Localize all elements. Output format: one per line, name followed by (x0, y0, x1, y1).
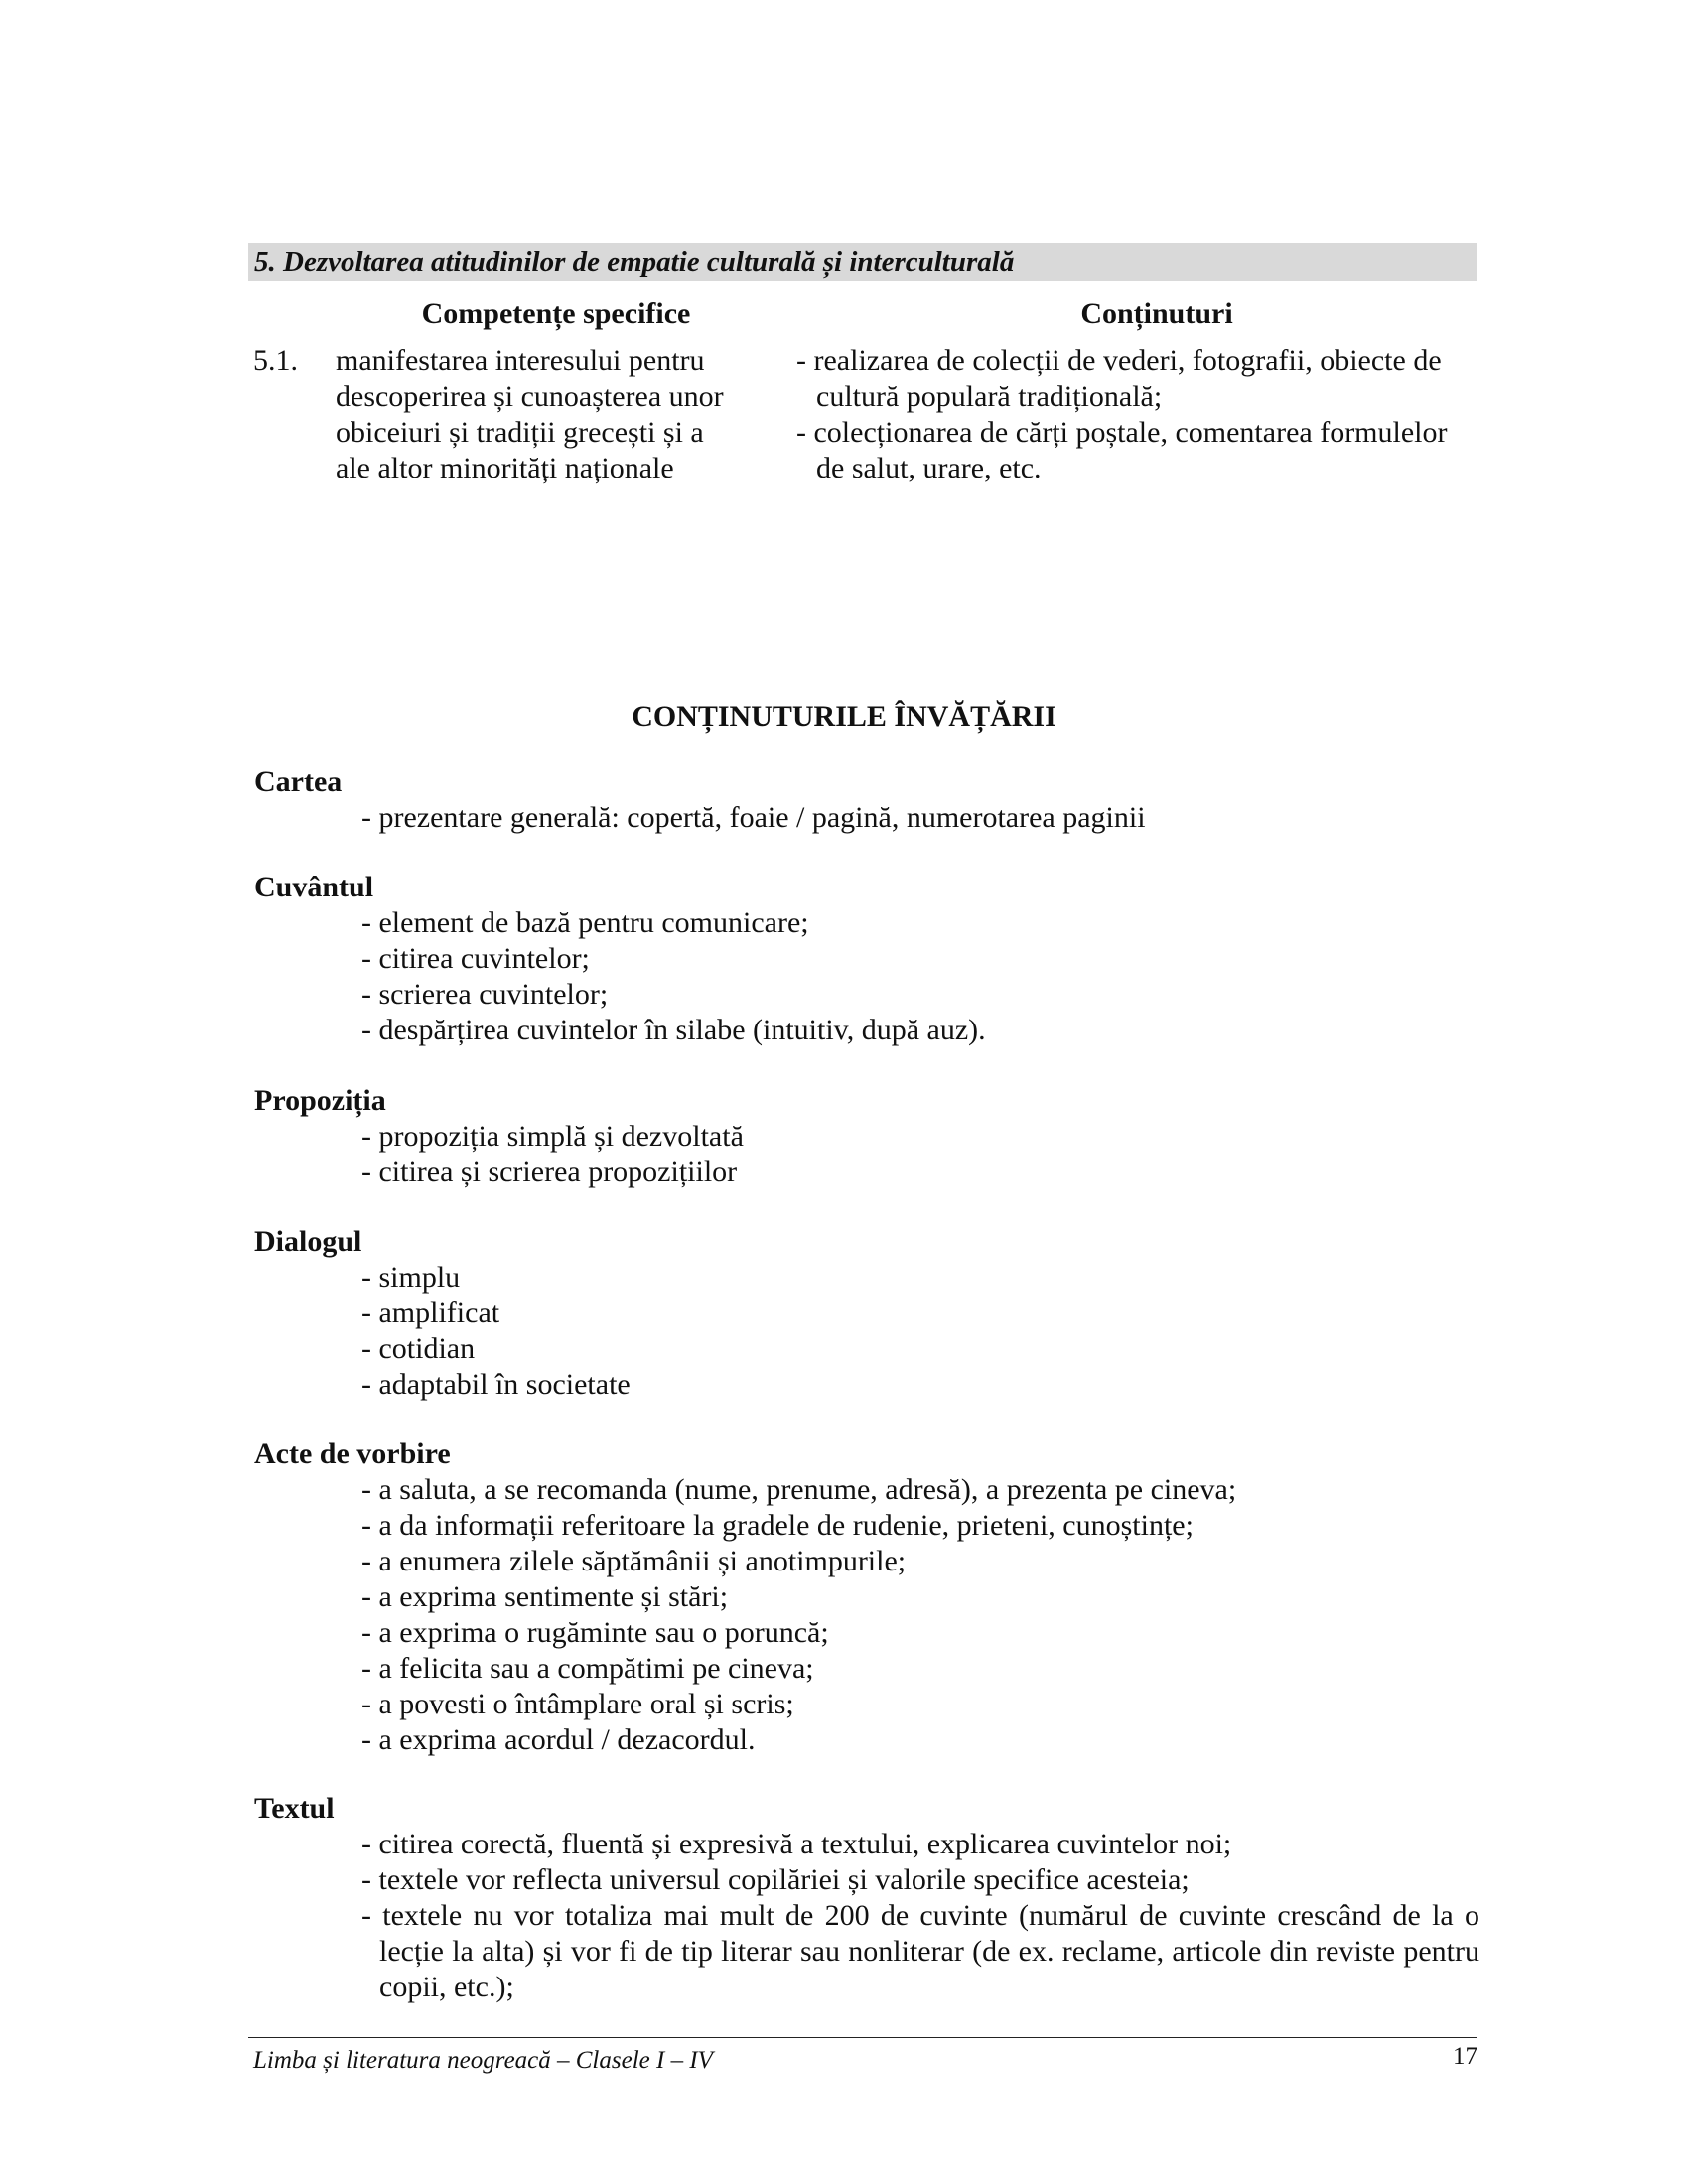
topic-acte-de-vorbire (254, 1436, 1236, 1758)
list-item: - citirea și scrierea propozițiilor (361, 1156, 738, 1188)
topic-list (254, 1472, 1236, 1758)
competences-header: Competențe specifice (421, 297, 691, 330)
list-item: - citirea corectă, fluentă și expresivă a textului, explicarea cuvintelor noi; (361, 1828, 1232, 1860)
list-item: - citirea cuvintelor; (361, 942, 590, 975)
topic-cartea (254, 764, 1146, 836)
page-title: CONȚINUTURILE ÎNVĂȚĂRII (632, 700, 1056, 733)
list-item: - a saluta, a se recomanda (nume, prenume, adresă), a prezenta pe cineva; (361, 1473, 1237, 1506)
topic-list (254, 1827, 1479, 2005)
list-item: - despărțirea cuvintelor în silabe (intuitiv, după auz). (361, 1014, 986, 1046)
contents-item: - realizarea de colecții de vederi, fotografii, obiecte de cultură populară tradițională; (796, 344, 1442, 413)
list-item: - a enumera zilele săptămânii și anotimpurile; (361, 1545, 907, 1577)
list-item: - a exprima o rugăminte sau o poruncă; (361, 1616, 829, 1649)
topic-heading: Cuvântul (254, 871, 374, 903)
list-item: - a da informații referitoare la gradele de rudenie, prieteni, cunoștințe; (361, 1509, 1194, 1542)
topic-propozitia (254, 1083, 744, 1190)
list-item: - textele vor reflecta universul copilăriei și valorile specifice acesteia; (361, 1863, 1190, 1896)
topic-heading: Acte de vorbire (254, 1437, 451, 1470)
contents-list (796, 343, 1481, 486)
list-item: - textele nu vor totaliza mai mult de 200 de cuvinte (numărul de cuvinte crescând de la o lecție la alta) și vor fi de tip literar sau nonliterar (de ex. reclame, articole din reviste pentru copii, etc.); (361, 1899, 1479, 2003)
topic-list (254, 905, 986, 1048)
list-item: - a exprima sentimente și stări; (361, 1580, 729, 1613)
footer-divider (248, 2037, 1477, 2038)
topic-list (254, 800, 1146, 836)
topic-heading: Propoziția (254, 1084, 386, 1117)
list-item: - a felicita sau a compătimi pe cineva; (361, 1652, 814, 1685)
footer-title: Limba și literatura neogreacă – Clasele I – IV (253, 2047, 713, 2074)
competence-number: 5.1. (253, 344, 298, 377)
topic-dialogul (254, 1224, 631, 1403)
list-item: - a povesti o întâmplare oral și scris; (361, 1688, 794, 1720)
topic-heading: Cartea (254, 765, 343, 798)
page-number: 17 (1453, 2043, 1477, 2070)
competence-text: manifestarea interesului pentru descoperirea și cunoașterea unor obiceiuri și tradiții grecești și a ale altor minorități naționale (336, 344, 724, 484)
topic-heading: Dialogul (254, 1225, 362, 1258)
topic-textul (254, 1791, 1479, 2005)
section-title: 5. Dezvoltarea atitudinilor de empatie culturală și interculturală (254, 246, 1015, 278)
list-item: - simplu (361, 1261, 461, 1294)
list-item: - a exprima acordul / dezacordul. (361, 1723, 756, 1756)
list-item: - element de bază pentru comunicare; (361, 906, 809, 939)
list-item: - cotidian (361, 1332, 476, 1365)
list-item: - propoziția simplă și dezvoltată (361, 1120, 744, 1153)
list-item: - prezentare generală: copertă, foaie / pagină, numerotarea paginii (361, 801, 1146, 834)
topic-heading: Textul (254, 1792, 335, 1825)
list-item: - adaptabil în societate (361, 1368, 631, 1401)
topic-list (254, 1119, 744, 1190)
contents-header: Conținuturi (1080, 297, 1233, 330)
topic-cuvantul (254, 870, 986, 1048)
list-item: - scrierea cuvintelor; (361, 978, 609, 1011)
list-item: - amplificat (361, 1297, 500, 1329)
topic-list (254, 1260, 631, 1403)
contents-item: - colecționarea de cărți poștale, comentarea formulelor de salut, urare, etc. (796, 416, 1448, 484)
